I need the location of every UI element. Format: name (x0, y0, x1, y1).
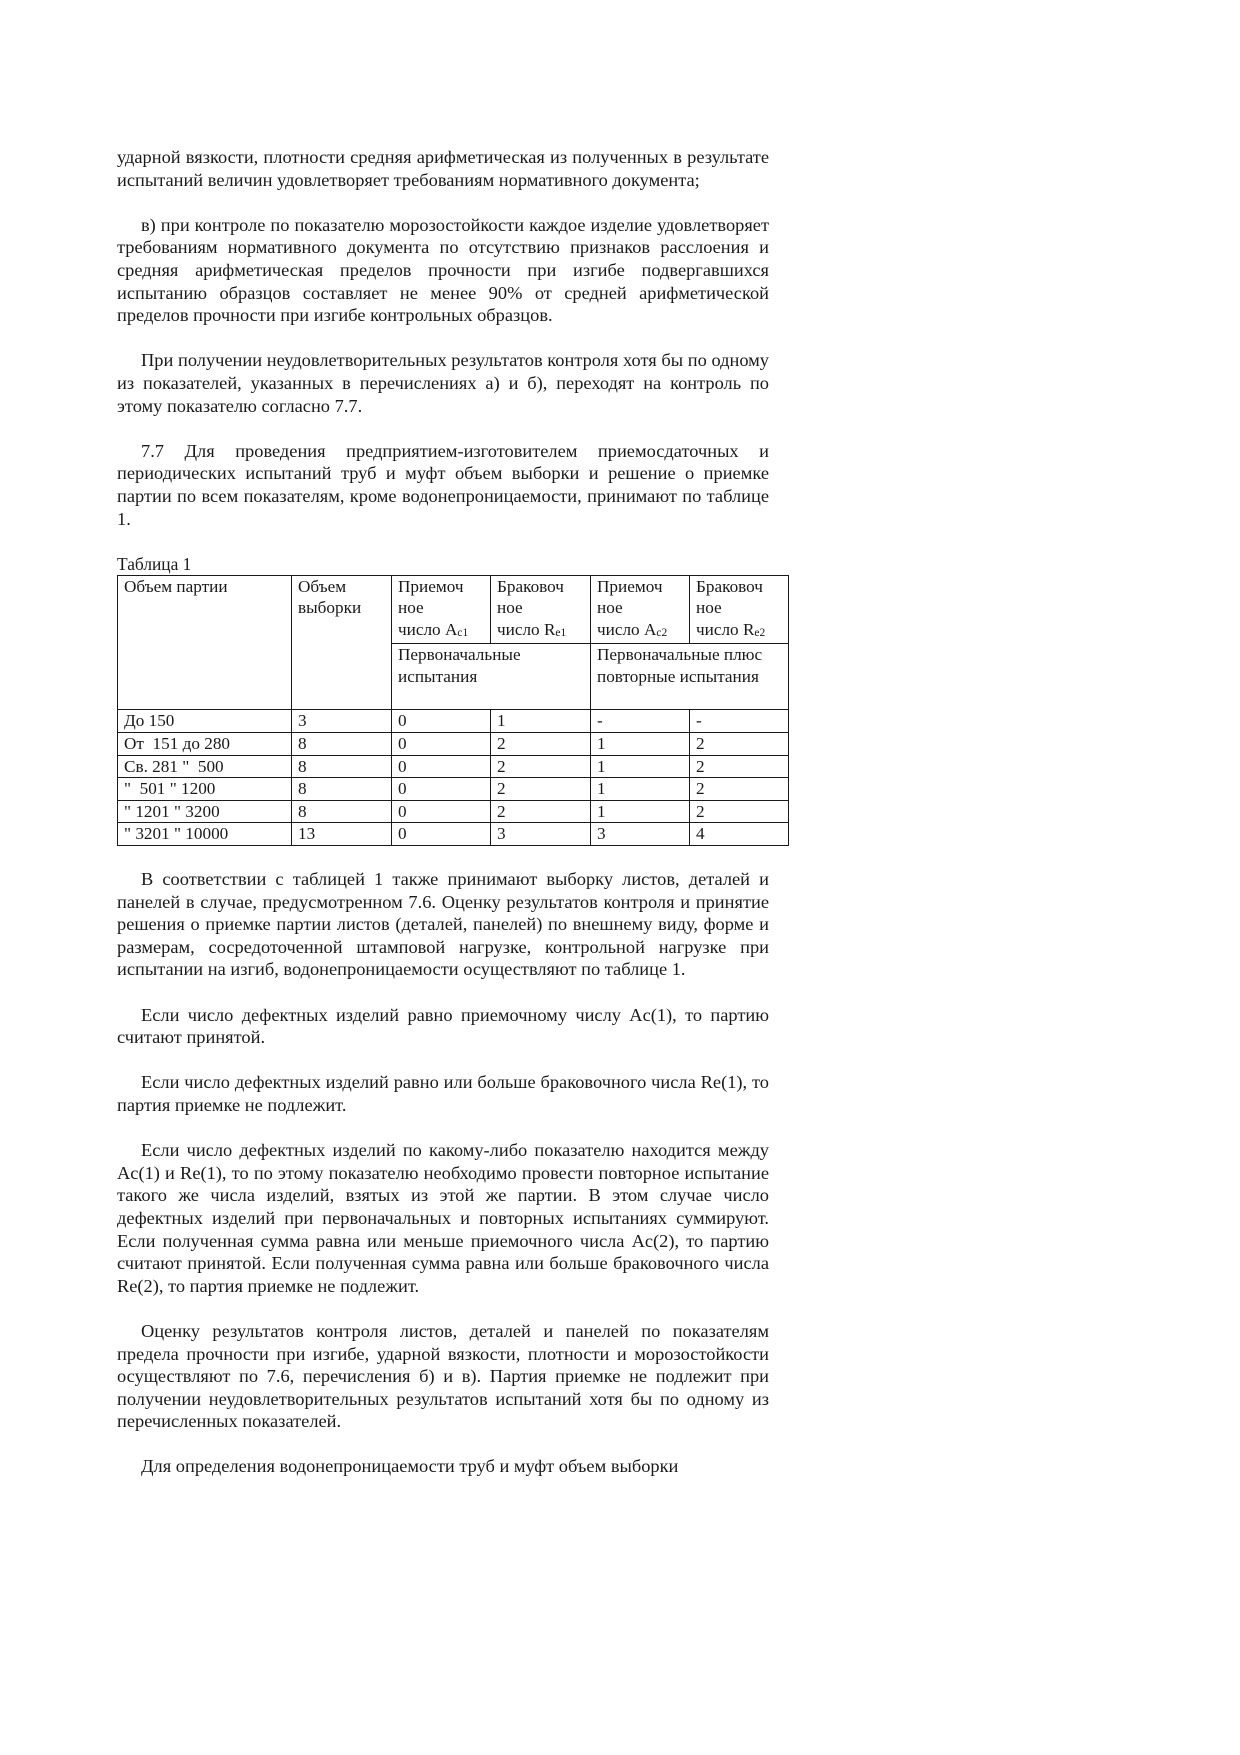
cell-re1: 2 (491, 733, 591, 756)
cell-re1: 2 (491, 778, 591, 801)
header-label (597, 619, 685, 644)
header-text: число A (597, 619, 657, 639)
cell-re1: 2 (491, 755, 591, 778)
cell-lot-size: " 501 " 1200 (118, 778, 292, 801)
header-re1 (491, 575, 591, 644)
paragraph: Если число дефектных изделий равно приемочному числу Ac(1), то партию считают принятой. (117, 1004, 769, 1048)
paragraph: в) при контроле по показателю морозостойкости каждое изделие удовлетворяет требованиям нормативного документа по отсутствию признаков расслоения и средняя арифметическая пределов прочности при изгибе подвергавшихся испытанию образцов составляет не менее 90% от средней арифметической пределов прочности при изгибе контрольных образцов. (117, 214, 769, 326)
paragraph: ударной вязкости, плотности средняя арифметическая из полученных в результате испытаний величин удовлетворяет требованиям нормативного документа; (117, 147, 769, 190)
header-label: Браковоч (696, 576, 763, 596)
header-text: число R (696, 619, 755, 639)
paragraph: Оценку результатов контроля листов, деталей и панелей по показателям предела прочности при изгибе, ударной вязкости, плотности и морозостойкости осуществляют по 7.6, перечисления б) и в). Партия приемке не подлежит при получении неудовлетворительных результатов испытаний хотя бы по одному из перечисленных показателей. (117, 1320, 769, 1432)
cell-re2: 4 (690, 823, 789, 846)
header-group-repeat: Первоначальные плюс повторные испытания (591, 644, 789, 710)
cell-re1: 3 (491, 823, 591, 846)
cell-sample-size: 3 (292, 710, 392, 733)
cell-lot-size: " 3201 " 10000 (118, 823, 292, 846)
cell-sample-size: 8 (292, 733, 392, 756)
cell-re2: 2 (690, 733, 789, 756)
cell-ac1: 0 (392, 710, 491, 733)
paragraphs-before (117, 146, 769, 530)
header-label: Приемоч (597, 576, 663, 596)
document-page (117, 146, 769, 1501)
header-label: ное (597, 598, 623, 618)
cell-ac2: 1 (591, 778, 690, 801)
table-row (118, 755, 789, 778)
header-ac1 (392, 575, 491, 644)
header-label: выборки (298, 598, 362, 618)
cell-sample-size: 8 (292, 778, 392, 801)
header-label: ное (497, 598, 523, 618)
header-group-initial: Первоначальные испытания (392, 644, 591, 710)
header-label (696, 619, 784, 644)
header-label: Объем (298, 576, 347, 596)
cell-re2: 2 (690, 800, 789, 823)
cell-ac2: 3 (591, 823, 690, 846)
header-subscript: e2 (754, 626, 766, 639)
cell-re2: 2 (690, 755, 789, 778)
header-subscript: c1 (457, 626, 469, 639)
cell-lot-size: От 151 до 280 (118, 733, 292, 756)
acceptance-table (117, 575, 789, 846)
paragraph: Если число дефектных изделий по какому-либо показателю находится между Ac(1) и Re(1), то по этому показателю необходимо провести повторное испытание такого же числа изделий, взятых из этой же партии. В этом случае число дефектных изделий при первоначальных и повторных испытаниях суммируют. Если полученная сумма равна или меньше приемочного числа Ac(2), то партию считают принятой. Если полученная сумма равна или больше браковочного числа Re(2), то партия приемке не подлежит. (117, 1140, 769, 1296)
cell-sample-size: 8 (292, 800, 392, 823)
header-label (398, 619, 486, 644)
cell-ac2: 1 (591, 755, 690, 778)
header-label: ное (398, 598, 424, 618)
cell-re2: 2 (690, 778, 789, 801)
cell-re2: - (690, 710, 789, 733)
header-label: Браковоч (497, 576, 564, 596)
table-row (118, 823, 789, 846)
table-caption: Таблица 1 (117, 553, 192, 574)
cell-ac2: 1 (591, 800, 690, 823)
cell-sample-size: 8 (292, 755, 392, 778)
header-label: Приемоч (398, 576, 464, 596)
cell-sample-size: 13 (292, 823, 392, 846)
table-header-row (118, 575, 789, 644)
paragraph: Если число дефектных изделий равно или больше браковочного числа Re(1), то партия приемке не подлежит. (117, 1072, 769, 1115)
header-sample-size (292, 575, 392, 710)
header-label: Объем партии (124, 576, 228, 596)
header-ac2 (591, 575, 690, 644)
paragraph: В соответствии с таблицей 1 также принимают выборку листов, деталей и панелей в случае, предусмотренном 7.6. Оценку результатов контроля и принятие решения о приемке партии листов (деталей, панелей) по внешнему виду, форме и размерам, сосредоточенной штамповой нагрузке, контрольной нагрузке при испытании на изгиб, водонепроницаемости осуществляют по таблице 1. (117, 869, 769, 980)
table-row (118, 778, 789, 801)
cell-ac1: 0 (392, 800, 491, 823)
paragraph: 7.7 Для проведения предприятием-изготовителем приемосдаточных и периодических испытаний труб и муфт объем выборки и решение о приемке партии по всем показателям, кроме водонепроницаемости, принимают по таблице 1. (117, 440, 769, 529)
header-label (497, 619, 586, 644)
cell-lot-size: " 1201 " 3200 (118, 800, 292, 823)
cell-ac1: 0 (392, 823, 491, 846)
cell-lot-size: До 150 (118, 710, 292, 733)
paragraph: Для определения водонепроницаемости труб и муфт объем выборки (141, 1456, 679, 1477)
cell-ac2: 1 (591, 733, 690, 756)
cell-re1: 2 (491, 800, 591, 823)
cell-ac1: 0 (392, 733, 491, 756)
header-label: ное (696, 598, 722, 618)
paragraph: При получении неудовлетворительных результатов контроля хотя бы по одному из показателей, указанных в перечислениях а) и б), переходят на контроль по этому показателю согласно 7.7. (117, 350, 769, 416)
table-row (118, 733, 789, 756)
header-text: число A (398, 619, 458, 639)
table-body (118, 710, 789, 846)
header-subscript: c2 (656, 626, 668, 639)
cell-ac1: 0 (392, 778, 491, 801)
cell-ac2: - (591, 710, 690, 733)
header-re2 (690, 575, 789, 644)
paragraphs-after (117, 868, 769, 1478)
cell-lot-size: Св. 281 " 500 (118, 755, 292, 778)
header-text: число R (497, 619, 556, 639)
cell-re1: 1 (491, 710, 591, 733)
header-lot-size (118, 575, 292, 710)
header-subscript: e1 (555, 626, 567, 639)
cell-ac1: 0 (392, 755, 491, 778)
table-row (118, 710, 789, 733)
table-row (118, 800, 789, 823)
